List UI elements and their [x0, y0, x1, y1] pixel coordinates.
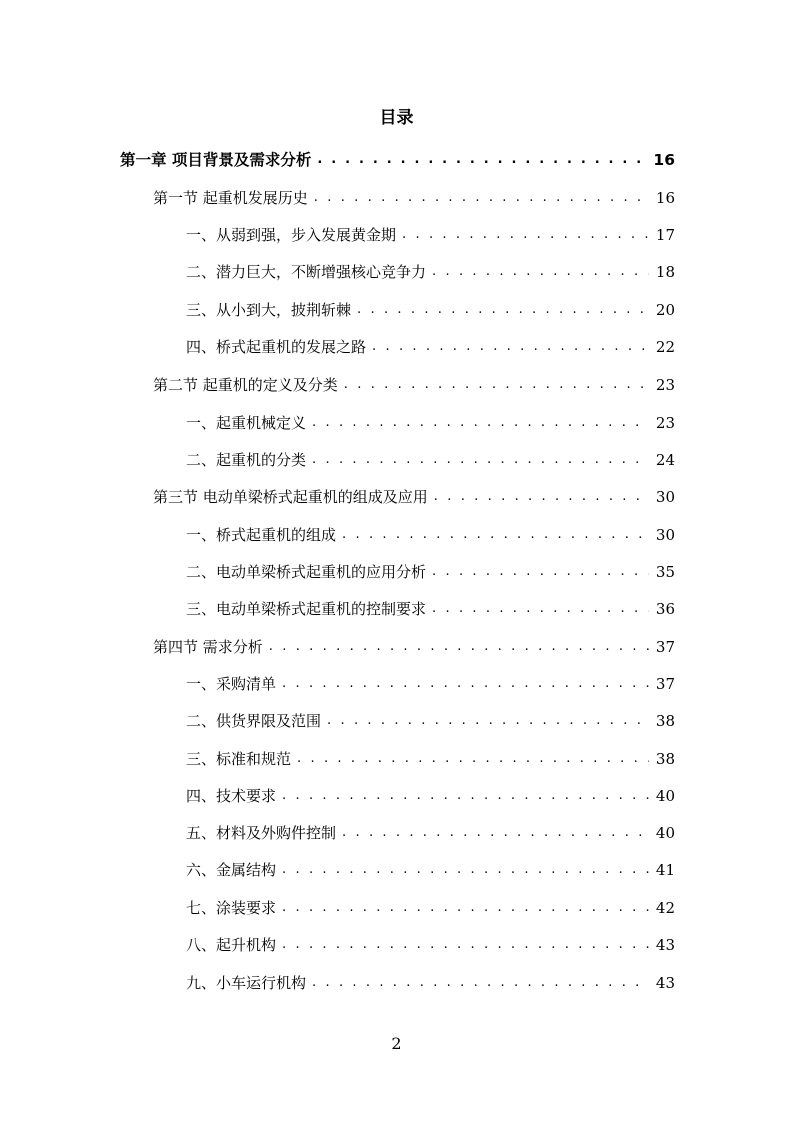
toc-entry-label: 二、潜力巨大，不断增强核心竞争力: [186, 263, 427, 281]
toc-entry-page: 16: [655, 189, 675, 207]
toc-entry-page: 43: [655, 974, 675, 992]
toc-entry-section-1[interactable]: [153, 185, 675, 211]
toc-entry-item[interactable]: [186, 297, 675, 323]
page-number: 2: [391, 1034, 402, 1053]
toc-leader-dots: [317, 147, 647, 173]
toc-entry-page: 38: [655, 712, 675, 730]
toc-leader-dots: [297, 746, 649, 772]
toc-entry-page: 23: [655, 414, 675, 432]
toc-entry-page: 43: [655, 936, 675, 954]
toc-entry-item[interactable]: [186, 559, 675, 585]
toc-entry-label: 一、采购清单: [186, 675, 277, 693]
toc-entry-item[interactable]: [186, 857, 675, 883]
toc-entry-label: 二、电动单梁桥式起重机的应用分析: [186, 563, 427, 581]
toc-leader-dots: [342, 522, 649, 548]
toc-entry-item[interactable]: [186, 970, 675, 996]
toc-entry-label: 三、从小到大，披荆斩棘: [186, 301, 352, 319]
toc-leader-dots: [282, 671, 649, 697]
toc-entry-item[interactable]: [186, 671, 675, 697]
toc-entry-page: 17: [655, 226, 675, 244]
toc-entry-label: 六、金属结构: [186, 861, 277, 879]
toc-entry-item[interactable]: [186, 895, 675, 921]
toc-entry-label: 一、起重机械定义: [186, 414, 307, 432]
toc-leader-dots: [372, 334, 649, 360]
toc-leader-dots: [344, 372, 649, 398]
toc-entry-page: 20: [655, 301, 675, 319]
toc-entry-page: 18: [655, 263, 675, 281]
toc-entry-item[interactable]: [186, 334, 675, 360]
toc-entry-label: 第一章 项目背景及需求分析: [120, 151, 312, 169]
toc-entry-page: 30: [655, 526, 675, 544]
toc-entry-page: 30: [655, 488, 675, 506]
toc-entry-item[interactable]: [186, 783, 675, 809]
toc-entry-page: 35: [655, 563, 675, 581]
toc-entry-item[interactable]: [186, 596, 675, 622]
toc-entry-label: 一、从弱到强，步入发展黄金期: [186, 226, 397, 244]
toc-entry-item[interactable]: [186, 410, 675, 436]
toc-leader-dots: [357, 297, 649, 323]
toc-entry-page: 40: [655, 824, 675, 842]
toc-entry-section-3[interactable]: [153, 484, 675, 510]
toc-entry-page: 37: [655, 675, 675, 693]
toc-entry-item[interactable]: [186, 259, 675, 285]
toc-entry-item[interactable]: [186, 820, 675, 846]
toc-entry-page: 37: [655, 638, 675, 656]
toc-entry-page: 16: [653, 151, 675, 169]
toc-entry-item[interactable]: [186, 447, 675, 473]
toc-entry-item[interactable]: [186, 932, 675, 958]
toc-entry-label: 第二节 起重机的定义及分类: [153, 376, 338, 394]
toc-leader-dots: [282, 857, 649, 883]
toc-leader-dots: [327, 708, 649, 734]
toc-leader-dots: [402, 222, 649, 248]
toc-leader-dots: [432, 259, 649, 285]
toc-leader-dots: [312, 447, 649, 473]
toc-entry-label: 四、桥式起重机的发展之路: [186, 338, 367, 356]
toc-entry-label: 三、标准和规范: [186, 750, 292, 768]
toc-entry-page: 38: [655, 750, 675, 768]
toc-entry-item[interactable]: [186, 522, 675, 548]
toc-leader-dots: [314, 185, 649, 211]
toc-leader-dots: [282, 783, 649, 809]
toc-entry-item[interactable]: [186, 222, 675, 248]
toc-leader-dots: [432, 559, 649, 585]
toc-entry-section-2[interactable]: [153, 372, 675, 398]
toc-entry-page: 23: [655, 376, 675, 394]
toc-leader-dots: [312, 970, 649, 996]
toc-entry-page: 22: [655, 338, 675, 356]
toc-entry-label: 五、材料及外购件控制: [186, 824, 337, 842]
toc-entry-item[interactable]: [186, 746, 675, 772]
toc-entry-label: 七、涂装要求: [186, 899, 277, 917]
toc-leader-dots: [282, 932, 649, 958]
toc-entry-label: 四、技术要求: [186, 787, 277, 805]
toc-title: 目录: [379, 108, 414, 128]
toc-entry-page: 41: [655, 861, 675, 879]
toc-entry-label: 二、供货界限及范围: [186, 712, 322, 730]
toc-entry-section-4[interactable]: [153, 634, 675, 660]
toc-entry-label: 八、起升机构: [186, 936, 277, 954]
toc-entry-label: 第一节 起重机发展历史: [153, 189, 308, 207]
toc-leader-dots: [312, 410, 649, 436]
toc-entry-chapter-1[interactable]: [120, 147, 675, 173]
toc-entry-label: 二、起重机的分类: [186, 451, 307, 469]
toc-entry-item[interactable]: [186, 708, 675, 734]
toc-entry-label: 三、电动单梁桥式起重机的控制要求: [186, 600, 427, 618]
toc-entry-label: 九、小车运行机构: [186, 974, 307, 992]
toc-entry-label: 第三节 电动单梁桥式起重机的组成及应用: [153, 488, 428, 506]
toc-leader-dots: [434, 484, 649, 510]
toc-entry-page: 40: [655, 787, 675, 805]
toc-entry-label: 第四节 需求分析: [153, 638, 263, 656]
toc-entry-page: 24: [655, 451, 675, 469]
toc-leader-dots: [282, 895, 649, 921]
toc-leader-dots: [269, 634, 649, 660]
toc-leader-dots: [342, 820, 649, 846]
toc-leader-dots: [432, 596, 649, 622]
toc-entry-page: 42: [655, 899, 675, 917]
toc-entry-label: 一、桥式起重机的组成: [186, 526, 337, 544]
toc-entry-page: 36: [655, 600, 675, 618]
